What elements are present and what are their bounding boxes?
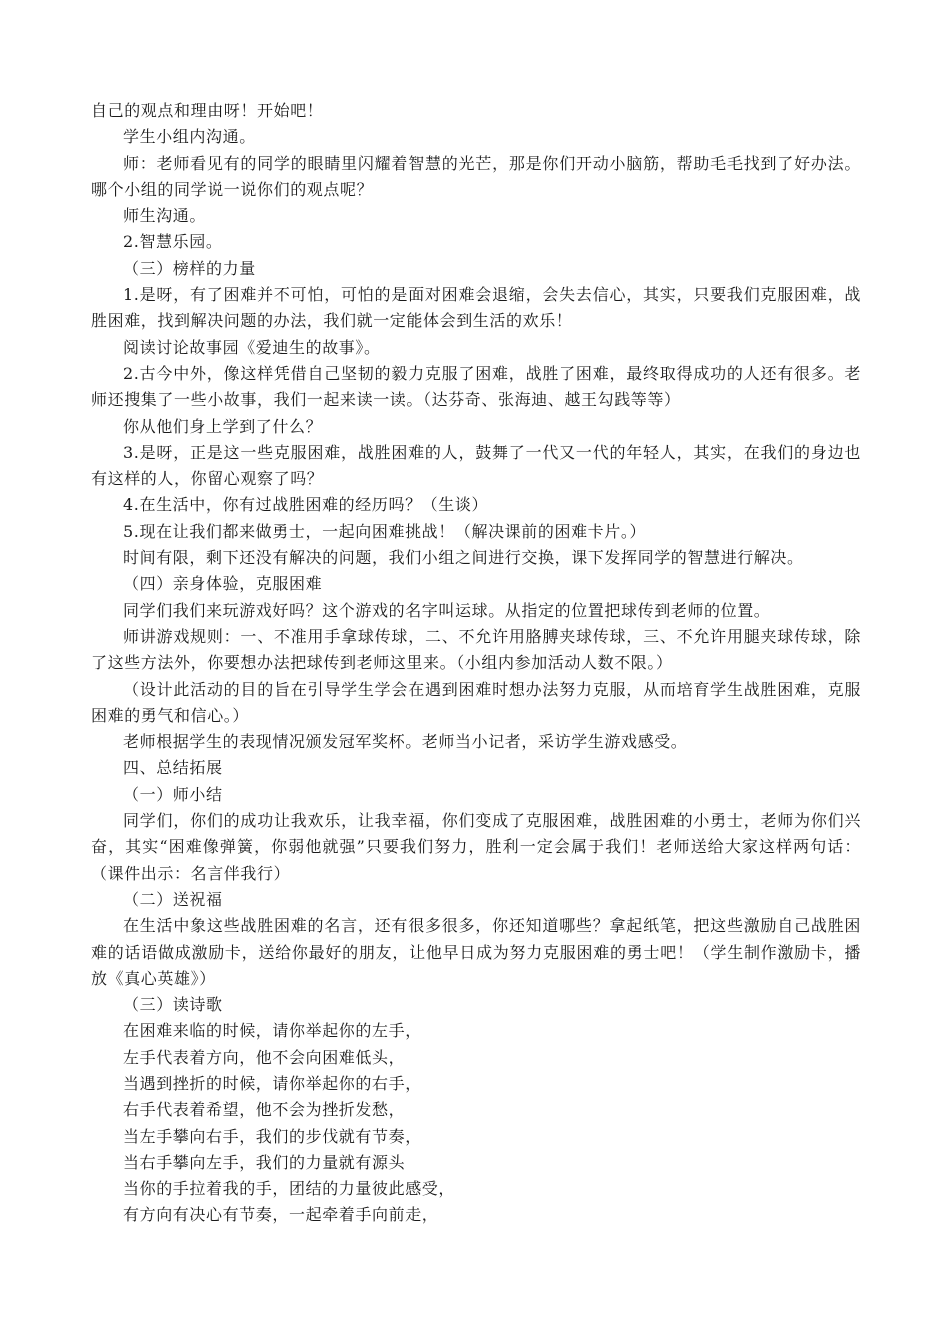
paragraph: 3.是呀，正是这一些克服困难，战胜困难的人，鼓舞了一代又一代的年轻人，其实，在我们的身边也有这样的人，你留心观察了吗？ (91, 442, 861, 489)
paragraph: 在生活中象这些战胜困难的名言，还有很多很多，你还知道哪些？拿起纸笔，把这些激励自己战胜困难的话语做成激励卡，送给你最好的朋友，让他早日成为努力克服困难的勇士吧！（学生制作激励卡，播放《真心英雄》） (91, 916, 861, 988)
paragraph: 1.是呀，有了困难并不可怕，可怕的是面对困难会退缩，会失去信心，其实，只要我们克服困难，战胜困难，找到解决问题的办法，我们就一定能体会到生活的欢乐！ (91, 285, 861, 331)
poem-line: 右手代表着希望，他不会为挫折发愁， (123, 1100, 406, 1120)
paragraph: 同学们我们来玩游戏好吗？这个游戏的名字叫运球。从指定的位置把球传到老师的位置。 (123, 600, 771, 620)
paragraph: 你从他们身上学到了什么？ (123, 416, 323, 436)
poem-line: 当右手攀向左手，我们的力量就有源头 (123, 1152, 406, 1172)
section-heading: 四、总结拓展 (123, 758, 223, 778)
paragraph: 师讲游戏规则：一、不准用手拿球传球，二、不允许用胳膊夹球传球，三、不允许用腿夹球传球，除了这些方法外，你要想办法把球传到老师这里来。（小组内参加活动人数不限。） (91, 626, 861, 673)
poem-line: 当你的手拉着我的手，团结的力量彼此感受， (123, 1179, 456, 1199)
poem-line: 当左手攀向右手，我们的步伐就有节奏， (123, 1126, 422, 1146)
paragraph: 阅读讨论故事园《爱迪生的故事》。 (123, 337, 381, 357)
poem-line: 有方向有决心有节奏，一起牵着手向前走， (123, 1205, 439, 1225)
paragraph: 5.现在让我们都来做勇士，一起向困难挑战！（解决课前的困难卡片。） (123, 521, 647, 541)
section-heading: （二）送祝福 (123, 889, 223, 909)
section-heading: （一）师小结 (123, 784, 223, 804)
paragraph: 同学们，你们的成功让我欢乐，让我幸福，你们变成了克服困难，战胜困难的小勇士，老师为你们兴奋，其实“困难像弹簧，你弱他就强”只要我们努力，胜利一定会属于我们！老师送给大家这样两句话：（课件出示：名言伴我行） (91, 811, 861, 883)
document-body (91, 98, 861, 1229)
paragraph: 2.智慧乐园。 (123, 232, 223, 252)
paragraph: 2.古今中外，像这样凭借自己坚韧的毅力克服了困难，战胜了困难，最终取得成功的人还有很多。老师还搜集了一些小故事，我们一起来读一读。（达芬奇、张海迪、越王勾践等等） (91, 363, 861, 410)
poem-line: 左手代表着方向，他不会向困难低头， (123, 1047, 406, 1067)
section-heading: （三）读诗歌 (123, 995, 223, 1015)
paragraph: 师：老师看见有的同学的眼睛里闪耀着智慧的光芒，那是你们开动小脑筋，帮助毛毛找到了好办法。哪个小组的同学说一说你们的观点呢？ (91, 153, 861, 199)
paragraph: 自己的观点和理由呀！开始吧！ (91, 101, 324, 120)
paragraph: （设计此活动的目的旨在引导学生学会在遇到困难时想办法努力克服，从而培育学生战胜困难，克服困难的勇气和信心。） (91, 679, 861, 725)
paragraph: 时间有限，剩下还没有解决的问题，我们小组之间进行交换，课下发挥同学的智慧进行解决。 (123, 548, 804, 568)
paragraph: 4.在生活中，你有过战胜困难的经历吗？（生谈） (123, 495, 489, 515)
section-heading: （三）榜样的力量 (123, 258, 256, 278)
paragraph: 老师根据学生的表现情况颁发冠军奖杯。老师当小记者，采访学生游戏感受。 (123, 732, 688, 752)
paragraph: 师生沟通。 (123, 206, 207, 226)
poem-line: 在困难来临的时候，请你举起你的左手， (123, 1021, 422, 1041)
section-heading: （四）亲身体验，克服困难 (123, 574, 323, 594)
paragraph: 学生小组内沟通。 (123, 127, 256, 147)
poem-line: 当遇到挫折的时候，请你举起你的右手， (123, 1073, 422, 1093)
